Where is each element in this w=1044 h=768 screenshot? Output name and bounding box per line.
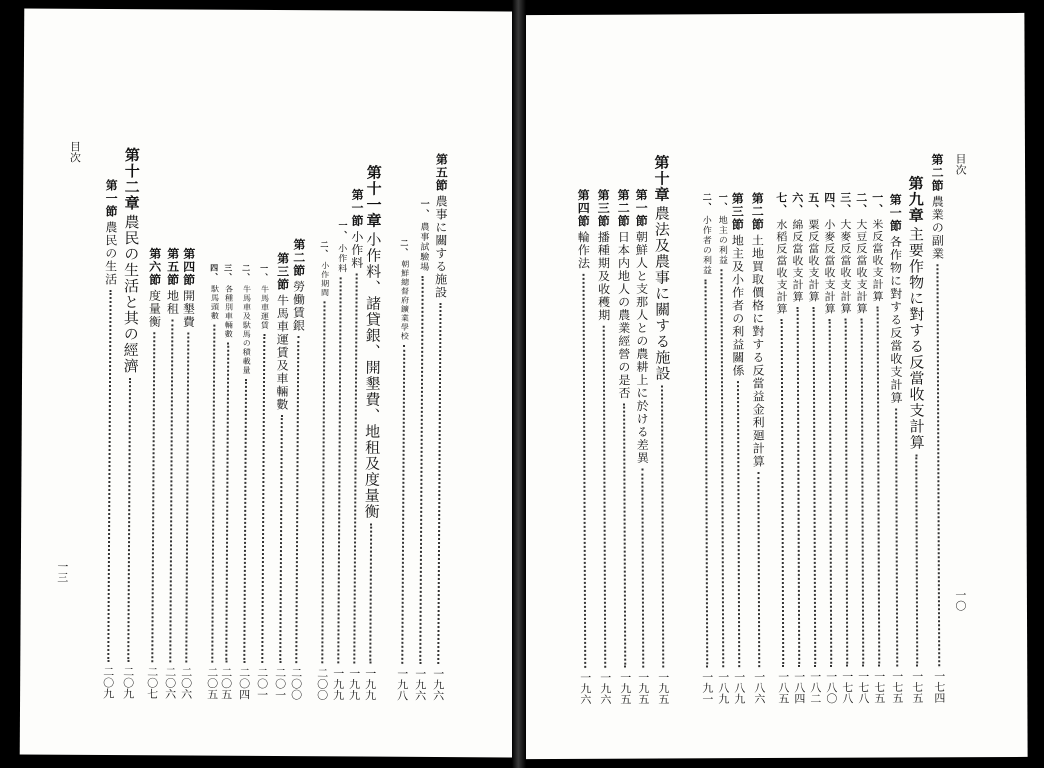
entry-page-number: 一七八 [840, 670, 854, 704]
entry-label: 四、 [822, 191, 836, 216]
entry-page-number: 一七四 [932, 670, 946, 704]
dot-leader [321, 301, 325, 663]
right-toc-entry [790, 192, 807, 704]
entry-page-number: 二〇〇 [315, 667, 329, 701]
dot-leader [720, 269, 724, 667]
dot-leader [661, 385, 664, 667]
entry-label: 第三節 [730, 192, 745, 232]
entry-title: 播種期及收穫期 [596, 230, 611, 322]
entry-label: 第九章 [906, 175, 925, 224]
entry-page-number: 二〇九 [101, 665, 115, 700]
dot-leader [353, 274, 357, 664]
dot-leader [185, 332, 189, 662]
entry-title: 小作料 [349, 230, 364, 270]
dot-leader [583, 274, 587, 668]
left-page-number: 一三 [55, 560, 69, 583]
entry-title: 日本内地人の農業經營の是否 [616, 230, 632, 400]
right-toc-entry [615, 189, 633, 705]
entry-label: 七、 [774, 191, 788, 216]
entry-label: 二、 [700, 192, 711, 213]
right-toc-entry [715, 192, 730, 704]
entry-label: 第五節 [434, 152, 449, 193]
entry-title: 小作料、諸貸銀、開墾費、地租及度量衡 [362, 231, 383, 520]
entry-title: 各作物に對する反當收支計算 [888, 235, 904, 405]
entry-title: 農事試驗場 [418, 221, 429, 272]
entry-page-number: 一八二 [808, 670, 822, 704]
entry-page-number: 一九九 [331, 667, 345, 701]
entry-page-number: 一八九 [716, 671, 730, 705]
right-toc-entry [806, 192, 823, 704]
entry-page-number: 一九六 [431, 667, 445, 702]
entry-label: 第一節 [888, 193, 903, 233]
entry-page-number: 一九六 [598, 671, 612, 705]
left-toc-entry [162, 247, 181, 699]
entry-title: 主要作物に對する反當收支計算 [906, 226, 926, 451]
dot-leader [861, 319, 865, 667]
entry-label: 第四節 [181, 247, 196, 287]
left-toc-entry [288, 238, 307, 700]
entry-label: 一、 [259, 263, 270, 282]
entry-title: 小作者の利益 [700, 215, 712, 276]
dot-leader [337, 277, 341, 663]
entry-title: 農業の副業 [930, 195, 945, 261]
entry-title: 綿反當收支計算 [790, 218, 805, 303]
right-toc-entry [595, 189, 613, 705]
right-toc-entry [887, 193, 905, 703]
entry-label: 第二節 [929, 153, 945, 193]
entry-page-number: 一九八 [395, 667, 409, 701]
dot-leader [369, 524, 372, 664]
entry-page-number: 一七五 [872, 670, 886, 704]
entry-label: 六、 [790, 191, 804, 216]
entry-title: 地租 [165, 289, 180, 316]
entry-page-number: 一九五 [636, 671, 650, 705]
entry-title: 朝鮮人と支那人との農耕上に於ける差異 [634, 230, 650, 465]
entry-label: 一、 [336, 220, 347, 241]
entry-page-number: 一八四 [792, 670, 806, 704]
entry-label: 第二節 [750, 192, 765, 232]
entry-label: 第三節 [596, 188, 611, 228]
left-toc-entry [316, 240, 331, 700]
entry-title: 粟反當收支計算 [806, 218, 821, 303]
entry-label: 五、 [806, 191, 820, 216]
left-toc-entry [430, 153, 449, 701]
dot-leader [225, 343, 229, 663]
right-toc-entry [822, 192, 839, 704]
entry-page-number: 二〇六 [179, 666, 193, 700]
entry-page-number: 一七八 [856, 670, 870, 704]
entry-title: 農事に關する施設 [433, 194, 449, 300]
dot-leader [603, 326, 606, 668]
entry-title: 小作料 [336, 243, 347, 274]
entry-page-number: 二〇〇 [289, 667, 303, 701]
entry-title: 朝鮮總督府鑛業學校 [400, 259, 410, 341]
entry-page-number: 一八九 [732, 671, 746, 705]
dot-leader [936, 264, 940, 666]
dot-leader [127, 378, 131, 662]
left-toc-entry [256, 264, 271, 700]
entry-label: 三、 [223, 263, 234, 282]
dot-leader [781, 319, 785, 667]
book-gutter [512, 0, 526, 768]
dot-leader [419, 276, 423, 664]
left-toc-entry [100, 179, 119, 699]
entry-page-number: 二〇一 [255, 666, 269, 700]
entry-title: 開墾費 [181, 289, 196, 329]
dot-leader [845, 319, 849, 667]
left-toc-entry [144, 247, 163, 699]
entry-label: 二、 [319, 240, 330, 259]
dot-leader [243, 379, 247, 663]
right-toc-entry [699, 192, 714, 704]
entry-page-number: 一八五 [776, 670, 790, 704]
right-running-head: 目次 [953, 153, 968, 176]
entry-label: 一、 [716, 192, 727, 213]
right-toc-entry [838, 192, 855, 704]
left-toc-entry [206, 264, 221, 700]
dot-leader [829, 319, 833, 667]
entry-label: 第二節 [291, 238, 306, 278]
right-toc-entry [854, 192, 871, 704]
left-toc-entry [346, 188, 365, 700]
entry-page-number: 一八六 [752, 671, 766, 705]
entry-title: 小作期間 [320, 261, 330, 298]
entry-page-number: 一九五 [618, 671, 632, 705]
entry-label: 三、 [838, 191, 852, 216]
left-toc-entry [272, 252, 291, 700]
entry-label: 一、 [418, 198, 429, 219]
entry-label: 第十一章 [364, 164, 383, 229]
entry-page-number: 二〇五 [205, 666, 219, 700]
left-toc-entry [119, 147, 141, 699]
entry-page-number: 一七五 [910, 670, 924, 704]
dot-leader [877, 307, 881, 667]
entry-label: 第三節 [275, 252, 290, 292]
right-toc-entry [749, 192, 767, 704]
dot-leader [169, 319, 173, 662]
entry-title: 大麥反當收支計算 [838, 218, 853, 315]
entry-page-number: 二〇一 [273, 667, 287, 701]
dot-leader [151, 332, 155, 662]
entry-page-number: 一九五 [656, 671, 670, 705]
entry-label: 二、 [241, 263, 252, 282]
entry-label: 四、 [209, 263, 220, 282]
entry-label: 二、 [854, 191, 868, 216]
dot-leader [261, 334, 265, 663]
entry-page-number: 二〇九 [121, 666, 135, 700]
entry-label: 第二節 [616, 188, 631, 228]
entry-title: 土地買取價格に對する反當益金利廻計算 [750, 234, 766, 469]
entry-label: 第十二章 [122, 147, 141, 212]
dot-leader [107, 290, 111, 662]
entry-title: 米反當收支計算 [870, 218, 885, 303]
entry-label: 第一節 [349, 188, 365, 228]
entry-title: 馱馬頭數 [210, 284, 220, 321]
right-toc-entry [870, 192, 887, 704]
entry-title: 牛馬車及馱馬の積載量 [242, 284, 252, 375]
dot-leader [295, 336, 299, 663]
left-page [20, 8, 523, 757]
dot-leader [279, 415, 283, 663]
entry-page-number: 二〇四 [237, 666, 251, 700]
entry-label: 第十章 [652, 154, 671, 203]
entry-label: 第四節 [576, 188, 591, 228]
entry-title: 輪作法 [576, 230, 591, 270]
dot-leader [737, 381, 740, 667]
entry-title: 勞働賃銀 [291, 280, 306, 333]
left-running-head: 目次 [68, 140, 82, 163]
right-toc-entry [729, 192, 747, 704]
entry-page-number: 一九六 [578, 671, 592, 705]
entry-label: 第一節 [634, 188, 649, 228]
entry-title: 牛馬車運賃及車輛數 [274, 294, 290, 412]
dot-leader [895, 408, 898, 666]
left-toc-entry [332, 220, 348, 700]
right-toc-entry [651, 154, 672, 704]
dot-leader [623, 404, 626, 668]
entry-label: 一、 [870, 191, 884, 216]
entry-title: 大豆反當收支計算 [854, 218, 869, 315]
entry-title: 農民の生活と其の經濟 [121, 214, 141, 375]
dot-leader [915, 454, 918, 666]
right-toc-entry [906, 175, 927, 703]
dot-leader [211, 325, 215, 663]
right-toc-entry [774, 192, 791, 704]
entry-label: 第六節 [147, 247, 162, 287]
entry-page-number: 一九九 [363, 667, 377, 701]
dot-leader [757, 472, 760, 667]
entry-label: 二、 [399, 238, 410, 257]
entry-page-number: 一九一 [700, 671, 714, 705]
left-toc-entry [238, 264, 253, 700]
entry-label: 第一節 [104, 178, 119, 219]
entry-title: 地主及小作者の利益關係 [730, 234, 745, 378]
entry-title: 小麥反當收支計算 [822, 218, 837, 315]
left-toc-entry [396, 239, 411, 701]
entry-title: 水稻反當收支計算 [774, 218, 789, 315]
right-page-number: 一〇 [953, 589, 967, 612]
entry-page-number: 二〇六 [163, 666, 177, 700]
entry-title: 牛馬車運賃 [260, 284, 270, 330]
left-toc-entry [178, 247, 197, 699]
dot-leader [813, 307, 817, 667]
entry-title: 農民の生活 [103, 220, 118, 287]
dot-leader [797, 307, 801, 667]
entry-page-number: 二〇七 [145, 666, 159, 700]
entry-label: 第五節 [165, 247, 180, 287]
entry-title: 地主の利益 [716, 215, 727, 266]
entry-page-number: 一九六 [413, 667, 427, 701]
right-toc-entry [929, 153, 947, 703]
dot-leader [641, 469, 644, 668]
left-toc-entry [414, 199, 430, 701]
right-toc-entry [633, 189, 651, 705]
entry-title: 各種別車輛數 [224, 284, 234, 339]
right-toc-entry [575, 189, 593, 705]
dot-leader [401, 345, 405, 664]
left-toc-entry [220, 264, 235, 700]
dot-leader [705, 279, 709, 667]
entry-page-number: 一九九 [347, 667, 361, 701]
entry-title: 度量衡 [147, 289, 162, 329]
entry-page-number: 二〇五 [219, 666, 233, 700]
entry-page-number: 一八〇 [824, 670, 838, 704]
entry-title: 農法及農事に關する施設 [652, 205, 672, 382]
dot-leader [437, 303, 441, 664]
right-page [522, 13, 1027, 759]
entry-page-number: 一七五 [890, 670, 904, 704]
